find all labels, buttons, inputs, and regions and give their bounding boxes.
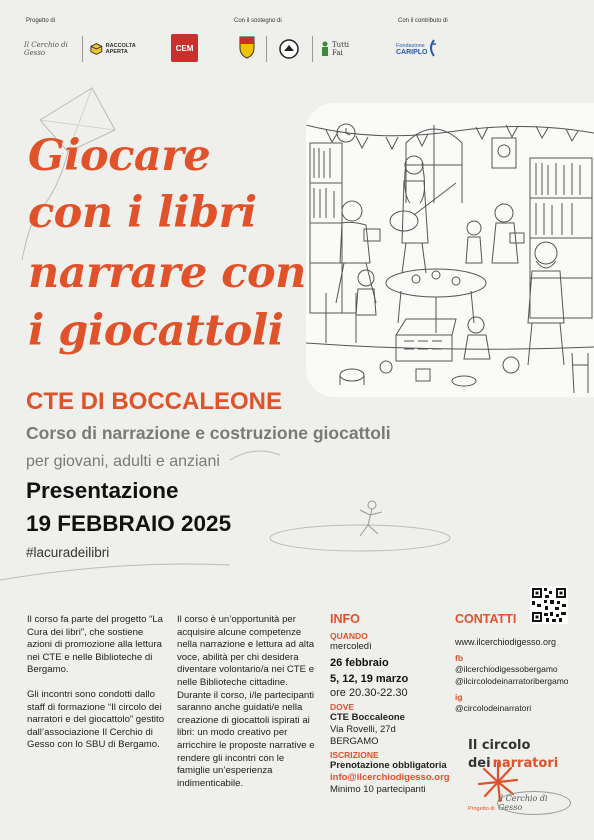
project-paragraph-1: Il corso fa parte del progetto “La Cura dei libri”, che sostiene azioni di promozione alla lettura nei CTE e nelle Biblioteche di Bergamo. (27, 614, 163, 676)
date-first: 26 febbraio (330, 657, 389, 669)
people-icon (320, 41, 330, 57)
registration-label: ISCRIZIONE (330, 750, 379, 760)
title-line-1: Giocare (28, 131, 211, 181)
place-name: CTE Boccaleone (330, 712, 405, 723)
cube-icon (90, 42, 103, 56)
cem-logo (171, 34, 198, 62)
instagram-label: ig (455, 692, 463, 702)
sistema-bibliotecario-logo (272, 36, 306, 62)
cerchio-gesso-logo (24, 36, 78, 62)
audience-text: per giovani, adulti e anziani (26, 453, 220, 470)
project-paragraph-2: Gli incontri sono condotti dallo staff di formazione “Il circolo dei narratori e del giocattolo” gestito dall’associazione Il Cerchio di Gesso con lo SBU di Bergamo. (27, 688, 165, 751)
city-text: BERGAMO (330, 736, 379, 747)
tutti-fai-logo (320, 36, 362, 62)
info-heading: INFO (330, 612, 360, 626)
project-label: Progetto di (26, 18, 56, 24)
qr-code-icon[interactable] (530, 586, 568, 624)
course-paragraph: Il corso è un’opportunità per acquisire alcune competenze nella narrazione e lettura ad alta voce, abilità per chi desidera diventare volontario/a nei CTE e nelle Biblioteche cittadine. Durante il corso, i/le partecipanti saranno anche guidati/e nella creazione di giocattoli ispirati ai libri: un modo creativo per arricchire le proposte narrative e rendere gli incontri con le famiglie un’esperienza indimenticabile. (177, 614, 315, 789)
weekday-text: mercoledì (330, 641, 372, 652)
contribution-label: Con il contributo di (398, 18, 448, 24)
illustration-drawing (306, 103, 594, 397)
contacts-section (455, 612, 590, 714)
cariplo-bottom-text: CARIPLO (396, 48, 428, 56)
facebook-handle-2[interactable]: @ilcircolodeinarratoribergamo (455, 676, 569, 686)
presentation-title: Presentazione (26, 478, 179, 503)
street-text: Via Rovelli, 27d (330, 724, 396, 735)
tutti-logo-text: Tutti Fai (331, 41, 350, 57)
dates-march: 5, 12, 19 marzo (330, 673, 409, 685)
title-line-2: con i libri (28, 188, 257, 238)
instagram-handle[interactable]: @circolodeinarratori (455, 703, 532, 713)
minimum-text: Minimo 10 partecipanti (330, 784, 426, 795)
cem-logo-text: CEM (175, 43, 194, 53)
time-text: ore 20.30-22.30 (330, 687, 408, 699)
title-line-3: narrare con (28, 248, 306, 298)
cerchio-logo-text: Il Cerchio di Gesso (24, 41, 68, 57)
footer-cerchio-text: il Cerchio di Gesso (498, 794, 548, 812)
raccolta-logo-text: RACCOLTA APERTA (105, 43, 136, 55)
title-line-4: i giocattoli (28, 306, 284, 356)
library-seal-icon (278, 38, 300, 60)
when-label: QUANDO (330, 631, 368, 641)
cariplo-mark-icon (426, 38, 438, 58)
logo-part-2: narratori (492, 756, 559, 771)
raccolta-aperta-logo (90, 36, 154, 62)
info-section (330, 612, 450, 796)
crest-icon (238, 35, 256, 59)
facebook-label: fb (455, 653, 464, 663)
cariplo-top-text: Fondazione (396, 42, 425, 49)
registration-text: Prenotazione obbligatoria (330, 760, 447, 771)
circolo-narratori-logo (468, 736, 588, 771)
footer-cerchio-logo (497, 791, 571, 815)
divider (312, 36, 313, 62)
divider (82, 36, 83, 62)
website-link[interactable]: www.ilcerchiodigesso.org (455, 637, 557, 647)
presentation-date: 19 FEBBRAIO 2025 (26, 511, 232, 536)
venue-heading: CTE DI BOCCALEONE (26, 388, 283, 415)
support-label: Con il sostegno di (234, 18, 282, 24)
email-link[interactable]: info@ilcerchiodigesso.org (330, 772, 450, 783)
project-description (27, 614, 167, 764)
comune-bergamo-crest (234, 34, 260, 60)
storytelling-illustration (306, 103, 594, 397)
course-description (177, 614, 317, 802)
contacts-heading: CONTATTI (455, 612, 517, 626)
facebook-handle-1[interactable]: @ilcerchiodigessobergamo (455, 664, 558, 674)
logo-part-1: Il circolo dei (468, 738, 531, 771)
where-label: DOVE (330, 702, 355, 712)
footer-project-label: Progetto di (468, 806, 495, 812)
hashtag: #lacuradeilibri (26, 545, 110, 560)
divider (266, 36, 267, 62)
course-title: Corso di narrazione e costruzione giocattoli (26, 423, 391, 443)
